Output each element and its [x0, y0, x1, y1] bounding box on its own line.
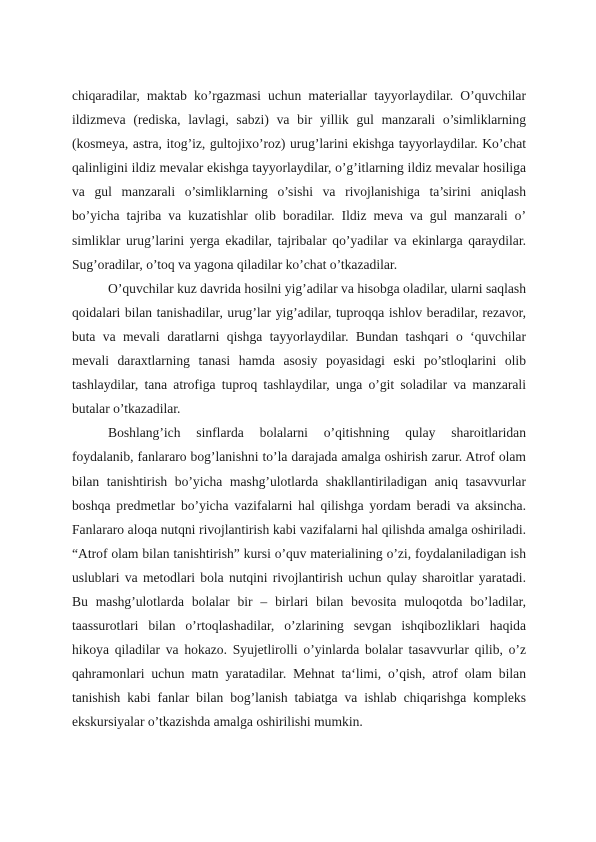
- paragraph-continuation: chiqaradilar, maktab ko’rgazmasi uchun materiallar tayyorlaydilar. O’quvchilar ildizmeva (rediska, lavlagi, sabzi) va bir yillik gul manzarali o’simliklarning (kosmeya, astra, itog’iz, gultojixo’roz) urug’larini ekishga tayyorlaydilar. Ko’chat qalinligini ildiz mevalar ekishga tayyorlaydilar, o’g’itlarning ildiz mevalar hosiliga va gul manzarali o’simliklarning o’sishi va rivojlanishiga ta’sirini aniqlash bo’yicha tajriba va kuzatishlar olib boradilar. Ildiz meva va gul manzarali o’ simliklar urug’larini yerga ekadilar, tajribalar qo’yadilar va ekinlarga qaraydilar. Sug’oradilar, o’toq va yagona qiladilar ko’chat o’tkazadilar.: [72, 88, 526, 272]
- document-page: [72, 84, 526, 735]
- paragraph-autumn-harvest: O’quvchilar kuz davrida hosilni yig’adilar va hisobga oladilar, ularni saqlash qoidalari bilan tanishadilar, urug’lar yig’adilar, tuproqqa ishlov beradilar, rezavor, buta va mevali daratlarni qishga tayyorlaydilar. Bundan tashqari o ‘quvchilar mevali daraxtlarning tanasi hamda asosiy poyasidagi eski po’stloqlarini olib tashlaydilar, tana atrofiga tuproq tashlaydilar, unga o’git soladilar va manzarali butalar o’tkazadilar.: [72, 280, 526, 417]
- paragraph-interdisciplinary: Boshlang’ich sinflarda bolalarni o’qitishning qulay sharoitlaridan foydalanib, fanlararo bog’lanishni to’la darajada amalga oshirish zarur. Atrof olam bilan tanishtirish bo’yicha mashg’ulotlarda shakllantiriladigan aniq tasavvurlar boshqa predmetlar bo’yicha vazifalarni hal qilishga yordam beradi va aksincha. Fanlararo aloqa nutqni rivojlantirish kabi vazifalarni hal qilishda amalga oshiriladi. “Atrof olam bilan tanishtirish” kursi o’quv materialining o’zi, foydalaniladigan ish uslublari va metodlari bola nutqini rivojlantirish uchun qulay sharoitlar yaratadi. Bu mashg’ulotlarda bolalar bir – birlari bilan bevosita muloqotda bo’ladilar, taassurotlari bilan o’rtoqlashadilar, o’zlarining sevgan ishqibozliklari haqida hikoya qiladilar va hokazo. Syujetlirolli o’yinlarda bolalar tasavvurlar qilib, o’z qahramonlari uchun matn yaratadilar. Mehnat ta‘limi, o’qish, atrof olam bilan tanishish kabi fanlar bilan bog’lanish tabiatga va ishlab chiqarishga kompleks ekskursiyalar o’tkazishda amalga oshirilishi mumkin.: [72, 425, 526, 730]
